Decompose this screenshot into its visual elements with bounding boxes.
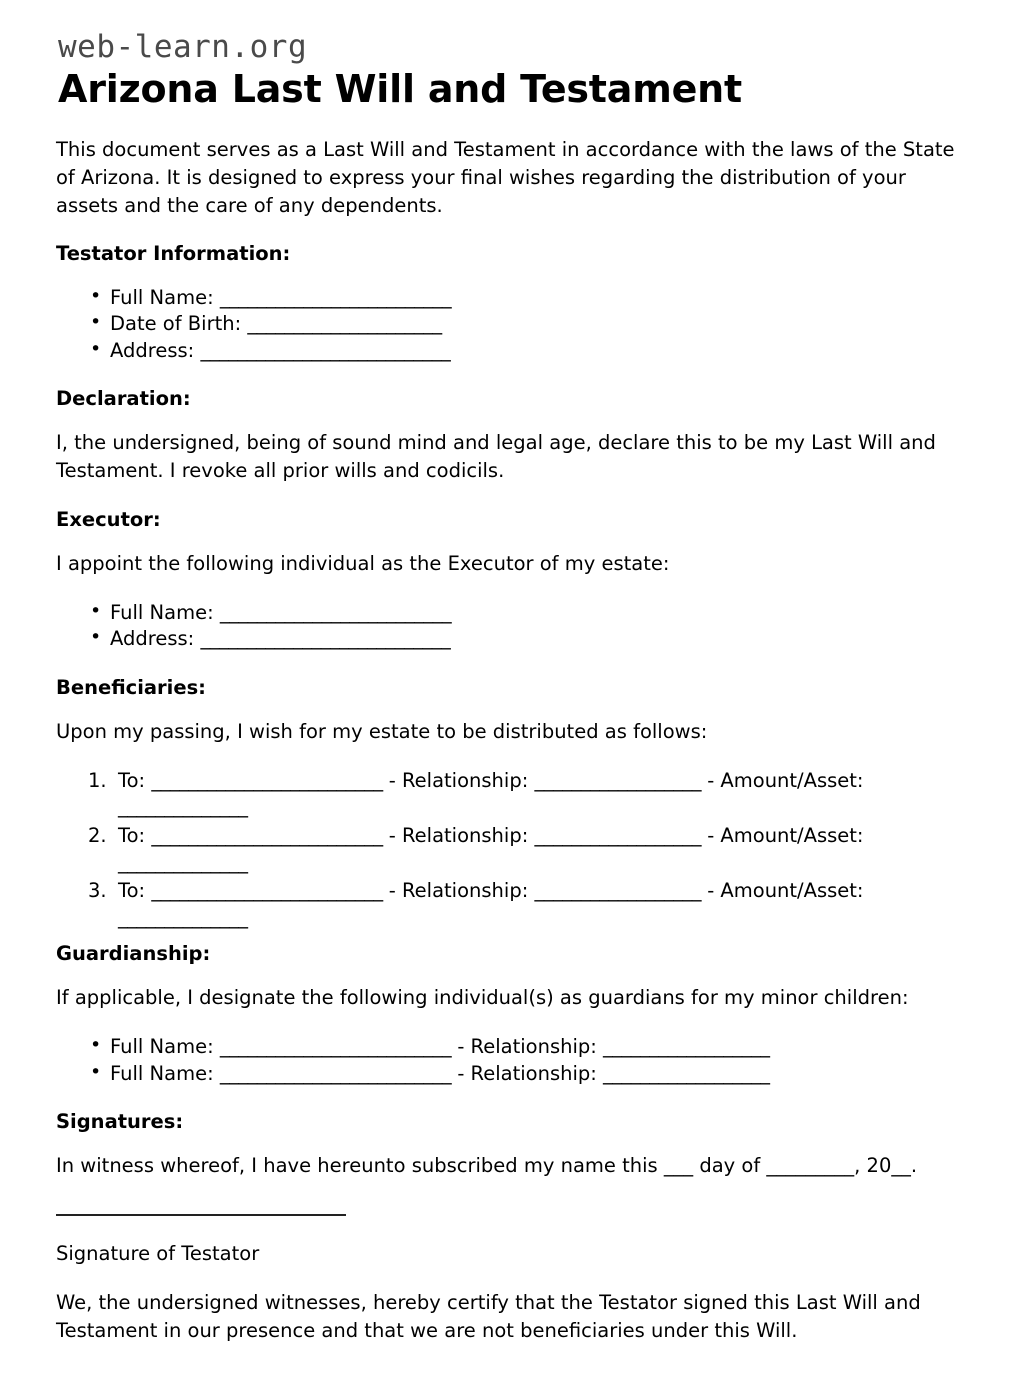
section-heading-beneficiaries: Beneficiaries: <box>56 675 206 699</box>
witness-certification-paragraph: We, the undersigned witnesses, hereby certify that the Testator signed this Last Will and Testament in our presence and that we are not beneficiaries under this Will. <box>56 1291 921 1343</box>
section-heading-signatures: Signatures: <box>56 1110 184 1134</box>
beneficiaries-paragraph: Upon my passing, I wish for my estate to be distributed as follows: <box>56 720 708 744</box>
beneficiary-amount-label: - Amount/Asset: <box>707 879 864 903</box>
guardian-name-label: Full Name: <box>110 1061 214 1085</box>
declaration-paragraph: I, the undersigned, being of sound mind and legal age, declare this to be my Last Will and Testament. I revoke all prior wills and codicils. <box>56 431 936 483</box>
field-label: Date of Birth: <box>110 312 242 336</box>
guardian-name-blank[interactable]: _________________________ <box>219 1061 452 1085</box>
witness-date-line: In witness whereof, I have hereunto subscribed my name this ___ day of _________, 20__. <box>56 1154 918 1178</box>
field-label: Full Name: <box>110 600 214 624</box>
executor-paragraph: I appoint the following individual as the Executor of my estate: <box>56 552 670 576</box>
guardian-relationship-label: - Relationship: <box>457 1061 597 1085</box>
section-heading-guardianship: Guardianship: <box>56 942 211 966</box>
beneficiary-to-blank[interactable]: _________________________ <box>151 768 383 792</box>
beneficiaries-list <box>56 768 961 931</box>
field-blank[interactable]: _________________________ <box>219 285 452 309</box>
field-blank[interactable]: ___________________________ <box>200 338 451 362</box>
list-item <box>88 878 961 931</box>
field-blank[interactable]: _____________________ <box>247 312 442 336</box>
guardian-relationship-blank[interactable]: __________________ <box>603 1061 770 1085</box>
field-label: Full Name: <box>110 285 214 309</box>
testator-field-list <box>56 285 961 365</box>
list-item <box>88 285 961 312</box>
list-item <box>88 338 961 365</box>
beneficiary-relationship-blank[interactable]: __________________ <box>534 823 701 847</box>
guardianship-list <box>56 1034 961 1087</box>
field-blank[interactable]: ___________________________ <box>200 627 451 651</box>
beneficiary-relationship-blank[interactable]: __________________ <box>534 879 701 903</box>
beneficiary-amount-blank[interactable]: ______________ <box>118 795 248 819</box>
beneficiary-relationship-label: - Relationship: <box>388 768 529 792</box>
section-heading-declaration: Declaration: <box>56 387 191 411</box>
guardian-relationship-blank[interactable]: __________________ <box>603 1035 770 1059</box>
guardian-name-label: Full Name: <box>110 1035 214 1059</box>
list-item <box>88 1061 961 1088</box>
list-item <box>88 600 961 627</box>
beneficiary-amount-blank[interactable]: ______________ <box>118 905 248 929</box>
list-item <box>88 626 961 653</box>
beneficiary-relationship-blank[interactable]: __________________ <box>534 768 701 792</box>
field-label: Address: <box>110 627 195 651</box>
beneficiary-relationship-label: - Relationship: <box>388 823 529 847</box>
list-item <box>88 823 961 876</box>
beneficiary-to-label: To: <box>118 879 146 903</box>
field-label: Address: <box>110 338 195 362</box>
list-item <box>88 1034 961 1061</box>
beneficiary-to-blank[interactable]: _________________________ <box>151 823 383 847</box>
beneficiary-amount-label: - Amount/Asset: <box>707 823 864 847</box>
beneficiary-relationship-label: - Relationship: <box>388 879 529 903</box>
intro-paragraph: This document serves as a Last Will and Testament in accordance with the laws of the State of Arizona. It is designed to express your final wishes regarding the distribution of your assets and the care of any dependents. <box>56 138 955 217</box>
section-heading-testator: Testator Information: <box>56 242 291 266</box>
page-title: Arizona Last Will and Testament <box>58 66 742 111</box>
beneficiary-to-label: To: <box>118 823 146 847</box>
list-item <box>88 768 961 821</box>
beneficiary-to-label: To: <box>118 768 146 792</box>
guardian-name-blank[interactable]: _________________________ <box>219 1035 452 1059</box>
section-heading-executor: Executor: <box>56 507 161 531</box>
executor-field-list <box>56 600 961 653</box>
signature-label: Signature of Testator <box>56 1242 260 1266</box>
beneficiary-amount-blank[interactable]: ______________ <box>118 850 248 874</box>
field-blank[interactable]: _________________________ <box>219 600 452 624</box>
site-watermark: web-learn.org <box>58 29 308 65</box>
beneficiary-to-blank[interactable]: _________________________ <box>151 879 383 903</box>
guardian-relationship-label: - Relationship: <box>457 1035 597 1059</box>
guardianship-paragraph: If applicable, I designate the following individual(s) as guardians for my minor children: <box>56 986 909 1010</box>
signature-line[interactable] <box>56 1214 346 1216</box>
list-item <box>88 311 961 338</box>
beneficiary-amount-label: - Amount/Asset: <box>707 768 864 792</box>
